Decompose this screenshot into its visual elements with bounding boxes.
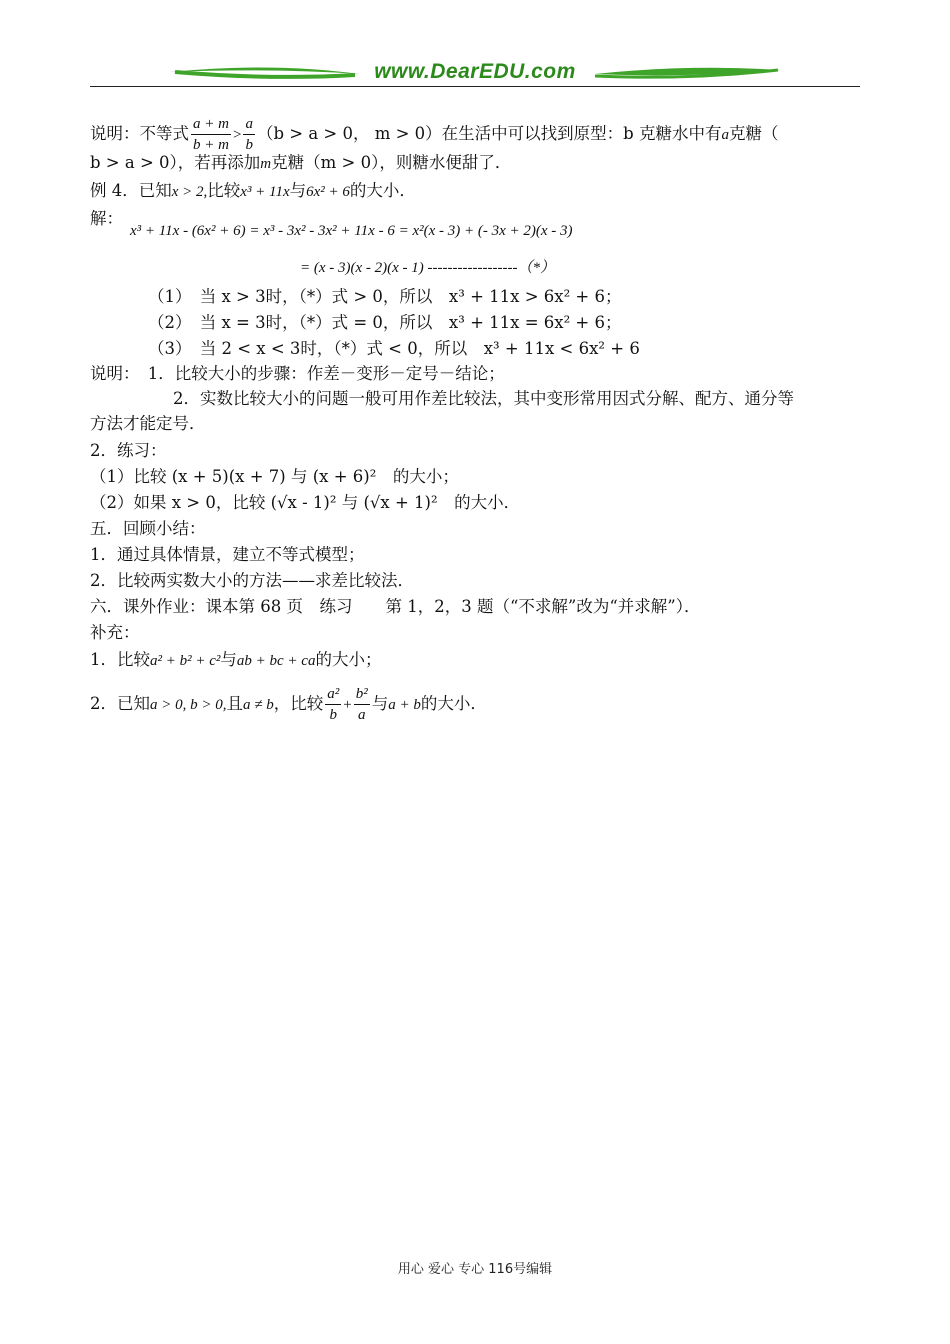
example4-statement [90,180,416,203]
sup1-expr2: ab + bc + ca [236,653,316,669]
sup1-expr1: a² + b² + c² [150,653,221,669]
header-divider [90,86,860,87]
frac2-den: b [245,137,253,153]
example4-expr2: 6x² + 6 [306,184,350,200]
supplement-label: 补充： [90,623,140,642]
solution-case-1: （1） 当 x > 3时，（*）式 > 0，所以 x³ + 11x > 6x² + 6； [148,287,622,306]
note2-line3: 方法才能定号． [90,414,206,433]
sup2-b: 且 [226,694,243,713]
example4-label: 例 4．已知 [90,181,172,200]
note1-sentence-b: 克糖（ [728,124,779,143]
example4-expr1: x³ + 11x [240,184,290,200]
solution-equation-1: x³ + 11x - (6x² + 6) = x³ - 3x² - 3x² + 11x - 6 = x²(x - 3) + (- 3x + 2)(x - 3) [130,223,573,239]
summary-item-1: 1．通过具体情景，建立不等式模型； [90,545,365,564]
sup1-c: 的大小； [315,650,382,669]
note1-sentence-a: b 克糖水中有 [623,124,722,143]
left-swoosh-lower [175,72,355,77]
practice-title: 2．练习： [90,441,167,460]
solution-case-3: （3） 当 2 < x < 3时，（*）式 < 0，所以 x³ + 11x < 6x² + 6 [148,339,640,358]
sup2-frac1-den: b [329,707,337,723]
summary-title: 五．回顾小结： [90,519,206,538]
sup1-b: 与 [220,650,237,669]
sup2-a: 2．已知 [90,694,150,713]
example4-text-c: 与 [289,181,307,200]
gt-sign: > [232,127,242,143]
site-logo: www.DearEDU.com [374,60,576,83]
note1-line2b-text: 克糖（m > 0），则糖水便甜了． [271,153,512,172]
supplement-item-1 [90,649,381,672]
note2-line2: 2．实数比较大小的问题一般可用作差比较法，其中变形常用因式分解、配方、通分等 [173,389,794,408]
frac1-num: a + m [191,114,231,135]
sup1-a: 1．比较 [90,650,150,669]
practice-item-2: （2）如果 x > 0，比较 (√x - 1)² 与 (√x + 1)² 的大小． [90,493,521,512]
sup2-c: ，比较 [273,694,324,713]
note2-line1: 说明： 1．比较大小的步骤：作差－变形－定号－结论； [90,364,505,383]
sup2-e: 的大小． [420,694,487,713]
note1-line1 [90,112,778,157]
fraction-a2-over-b [325,684,341,725]
solution-equation-2: = (x - 3)(x - 2)(x - 1) ------------------（*） [300,260,555,276]
solution-case-2: （2） 当 x = 3时，（*）式 = 0，所以 x³ + 11x = 6x² + 6； [148,313,622,332]
sup2-frac1-num: a² [325,684,341,705]
sup2-frac2-den: a [357,707,366,723]
var-a: a [721,127,729,143]
homework-title: 六．课外作业：课本第 68 页 练习 第 1，2，3 题（“不求解”改为“并求解”）． [90,597,701,616]
fraction-b2-over-a [354,684,370,725]
supplement-item-2 [90,682,487,727]
fraction-a-plus-m-over-b-plus-m [191,114,231,155]
note1-cond: （b > a > 0， m > 0）在生活中可以找到原型： [256,124,624,143]
example4-text-b: 比较 [207,181,241,200]
frac2-num: a [243,114,255,135]
example4-cond: x > 2, [171,184,208,200]
solution-label: 解： [90,209,123,228]
sup2-d: 与 [371,694,389,713]
note1-line2-text: b > a > 0），若再添加 [90,153,261,172]
note1-prefix: 说明：不等式 [90,124,189,143]
sup2-frac2-num: b² [354,684,370,705]
note1-line2 [90,152,511,175]
sup2-expr: a + b [388,697,421,713]
practice-item-1: （1）比较 (x + 5)(x + 7) 与 (x + 6)² 的大小； [90,467,459,486]
sup2-cond: a > 0, b > 0, [150,697,227,713]
fraction-a-over-b [243,114,255,155]
var-m: m [260,156,272,172]
example4-text-d: 的大小． [349,181,416,200]
frac1-den: b + m [193,137,229,153]
summary-item-2: 2．比较两实数大小的方法——求差比较法． [90,571,414,590]
sup2-plus: + [343,697,352,713]
sup2-neq: a ≠ b [243,697,274,713]
page-footer: 用心 爱心 专心 116号编辑 [397,1262,553,1277]
